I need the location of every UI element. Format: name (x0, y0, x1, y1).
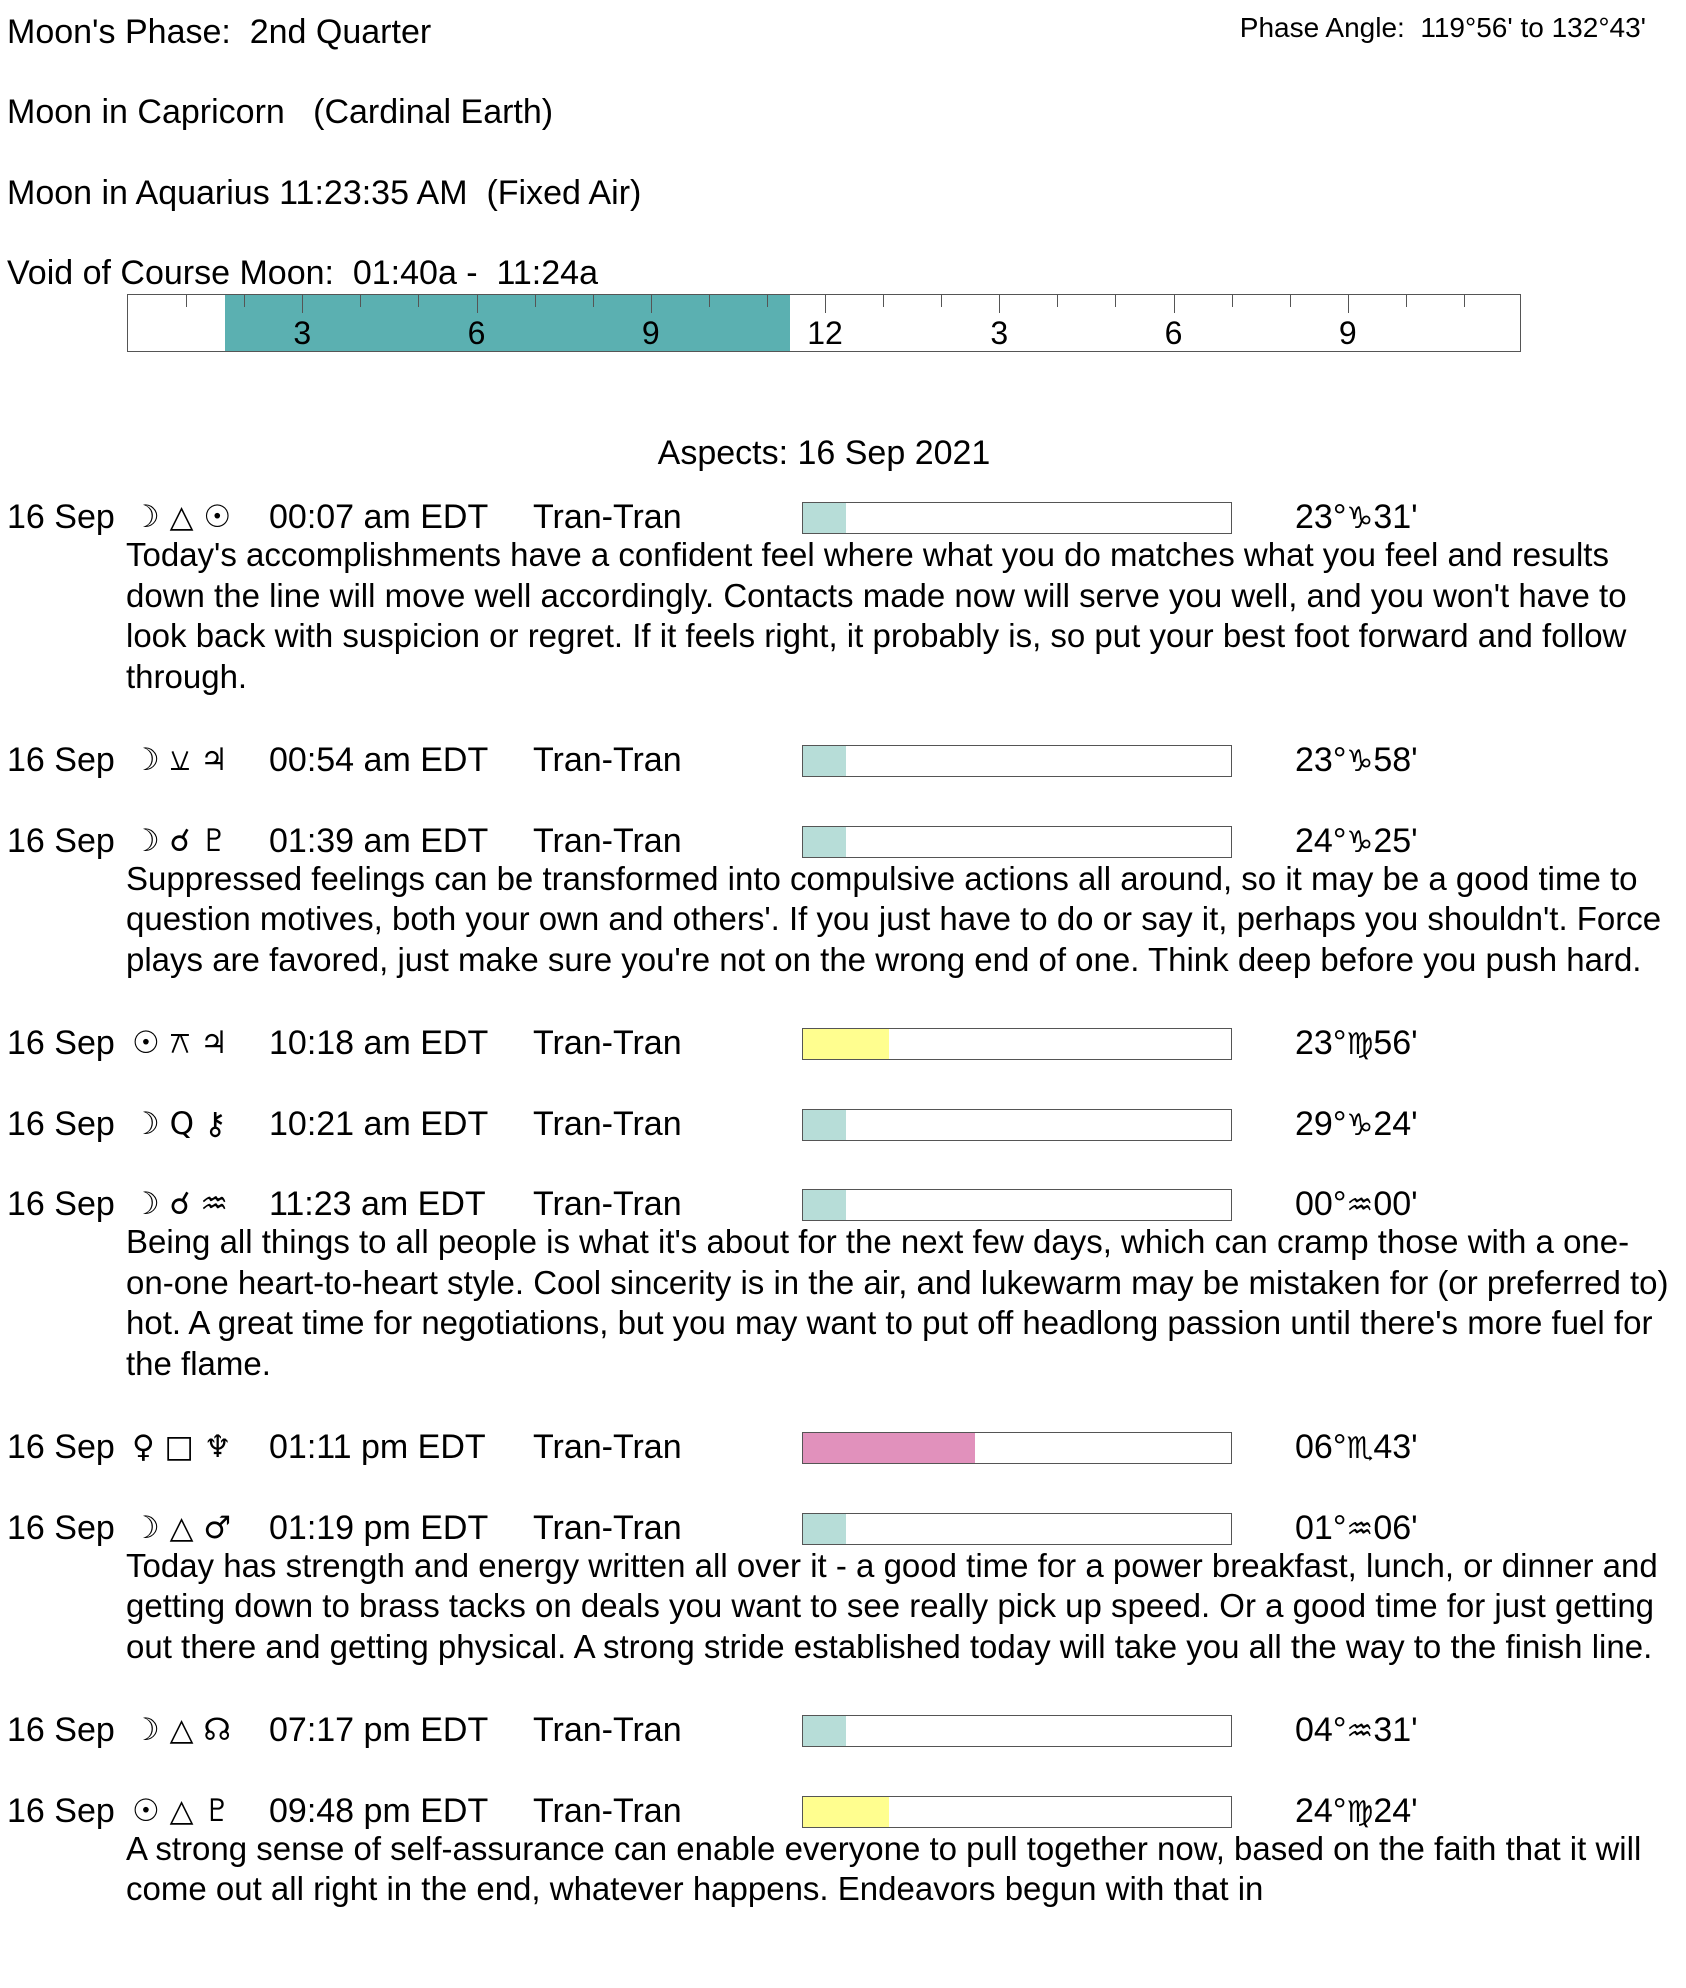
aspect-time: 11:23 am EDT (269, 1185, 486, 1223)
aspect-type: Tran-Tran (533, 1508, 682, 1547)
position-degrees: 24° (1295, 821, 1347, 860)
position-minutes: 06' (1373, 1508, 1418, 1547)
timeline-tick (1057, 295, 1058, 307)
aspect-position (1295, 1508, 1418, 1550)
zodiac-sign-icon: ♒ (1346, 1188, 1374, 1223)
timeline-tick (535, 295, 536, 307)
timeline-tick (186, 295, 187, 307)
aspect-date: 16 Sep (7, 741, 115, 779)
aspect-row (7, 1508, 1667, 1548)
aspect-row (7, 1104, 1667, 1144)
aspect-time: 00:54 am EDT (269, 741, 489, 779)
aspect-description: A strong sense of self-assurance can enable everyone to pull together now, based on the faith that it will come out all right in the end, whatever happens. Endeavors begun with that in (126, 1829, 1642, 1907)
timeline-tick (999, 295, 1000, 313)
moon-ingress: Moon in Aquarius 11:23:35 AM (Fixed Air) (7, 174, 642, 212)
zodiac-sign-icon: ♑ (1346, 1107, 1374, 1143)
aspect-row (7, 1710, 1667, 1750)
timeline-tick (418, 295, 419, 307)
aspect-type: Tran-Tran (533, 1185, 682, 1223)
aspect-strength-bar (802, 745, 1232, 777)
aspect-strength-bar (802, 1796, 1232, 1828)
aspect-position (1295, 1710, 1418, 1752)
timeline-tick (360, 295, 361, 307)
aspect-glyphs: ☽ △ ☉ (132, 499, 232, 535)
aspect-glyphs: ☽ △ ☊ (132, 1712, 231, 1748)
aspect-strength-bar (802, 1513, 1232, 1545)
timeline-tick (825, 295, 826, 313)
aspect-position (1295, 1427, 1418, 1469)
timeline-tick (1290, 295, 1291, 307)
aspect-time: 01:19 pm EDT (269, 1508, 489, 1547)
position-minutes: 31' (1373, 498, 1418, 536)
aspect-time: 07:17 pm EDT (269, 1711, 489, 1749)
zodiac-sign-icon: ♍ (1346, 1027, 1374, 1062)
position-minutes: 31' (1373, 1711, 1418, 1749)
position-degrees: 06° (1295, 1428, 1347, 1466)
zodiac-sign-icon: ♍ (1346, 1794, 1374, 1830)
aspect-position (1295, 1791, 1418, 1833)
aspect-type: Tran-Tran (533, 1791, 682, 1830)
aspects-heading: Aspects: 16 Sep 2021 (657, 434, 991, 472)
timeline-tick (651, 295, 652, 313)
aspect-glyphs: ☽ ⚺ ♃ (132, 742, 228, 778)
position-degrees: 29° (1295, 1104, 1347, 1143)
zodiac-sign-icon: ♑ (1346, 501, 1374, 536)
position-degrees: 00° (1295, 1185, 1347, 1223)
aspect-strength-bar (802, 1109, 1232, 1141)
position-minutes: 25' (1373, 821, 1418, 860)
position-degrees: 24° (1295, 1791, 1347, 1830)
timeline-tick (593, 295, 594, 307)
aspect-row (7, 740, 1667, 780)
timeline-hour-label: 6 (467, 315, 486, 351)
position-minutes: 43' (1373, 1428, 1418, 1466)
aspect-row (7, 1023, 1667, 1063)
timeline-tick (1464, 295, 1465, 307)
timeline-tick (477, 295, 478, 313)
aspect-glyphs: ♀ □ ♆ (132, 1429, 232, 1465)
timeline-tick (1232, 295, 1233, 307)
aspect-type: Tran-Tran (533, 1711, 682, 1749)
aspect-strength-fill (803, 1797, 889, 1827)
aspect-type: Tran-Tran (533, 498, 682, 536)
void-of-course-timeline (127, 294, 1521, 352)
void-of-course: Void of Course Moon: 01:40a - 11:24a (7, 254, 598, 292)
aspect-glyphs: ☽ ☌ ♇ (132, 822, 229, 859)
zodiac-sign-icon: ♏ (1346, 1431, 1374, 1466)
timeline-hour-label: 3 (293, 315, 312, 351)
zodiac-sign-icon: ♑ (1346, 744, 1374, 779)
timeline-tick (709, 295, 710, 307)
aspect-strength-bar (802, 1715, 1232, 1747)
timeline-tick (1348, 295, 1349, 313)
zodiac-sign-icon: ♑ (1346, 824, 1374, 860)
aspect-strength-fill (803, 1029, 889, 1059)
aspect-row (7, 1427, 1667, 1467)
timeline-tick (941, 295, 942, 307)
aspect-type: Tran-Tran (533, 741, 682, 779)
aspect-strength-bar (802, 1189, 1232, 1221)
position-degrees: 01° (1295, 1508, 1347, 1547)
position-degrees: 23° (1295, 1024, 1347, 1062)
timeline-hour-label: 9 (1338, 315, 1357, 351)
phase-angle: Phase Angle: 119°56' to 132°43' (1239, 12, 1646, 43)
aspect-type: Tran-Tran (533, 1024, 682, 1062)
aspect-row (7, 497, 1667, 537)
aspect-time: 10:18 am EDT (269, 1024, 489, 1062)
moon-phase: Moon's Phase: 2nd Quarter (7, 13, 432, 51)
zodiac-sign-icon: ♒ (1346, 1714, 1374, 1749)
aspect-strength-fill (803, 1514, 846, 1544)
aspect-date: 16 Sep (7, 821, 115, 860)
aspect-type: Tran-Tran (533, 821, 682, 860)
timeline-tick (244, 295, 245, 307)
position-degrees: 23° (1295, 741, 1347, 779)
aspect-date: 16 Sep (7, 1024, 115, 1062)
aspect-strength-fill (803, 1190, 846, 1220)
aspect-strength-fill (803, 1433, 975, 1463)
aspect-glyphs: ☉ △ ♇ (132, 1792, 232, 1829)
aspect-position (1295, 740, 1418, 782)
position-degrees: 04° (1295, 1711, 1347, 1749)
aspect-glyphs: ☽ Q ⚷ (132, 1105, 227, 1142)
position-degrees: 23° (1295, 498, 1347, 536)
aspect-type: Tran-Tran (533, 1428, 682, 1466)
aspect-time: 00:07 am EDT (269, 498, 489, 536)
aspect-strength-fill (803, 827, 846, 857)
aspect-time: 01:39 am EDT (269, 821, 489, 860)
aspect-type: Tran-Tran (533, 1104, 682, 1143)
zodiac-sign-icon: ♒ (1346, 1511, 1374, 1547)
aspect-row (7, 1791, 1667, 1831)
aspect-date: 16 Sep (7, 1185, 115, 1223)
timeline-hour-label: 6 (1164, 315, 1183, 351)
aspect-row (7, 1184, 1667, 1224)
timeline-tick (1115, 295, 1116, 307)
timeline-tick (767, 295, 768, 307)
aspect-strength-bar (802, 1028, 1232, 1060)
aspect-strength-fill (803, 503, 846, 533)
aspect-row (7, 821, 1667, 861)
aspect-position (1295, 497, 1418, 539)
aspect-strength-bar (802, 826, 1232, 858)
aspect-date: 16 Sep (7, 1104, 115, 1143)
position-minutes: 58' (1373, 741, 1418, 779)
aspect-strength-bar (802, 502, 1232, 534)
aspect-glyphs: ☽ △ ♂ (132, 1509, 232, 1546)
aspect-time: 10:21 am EDT (269, 1104, 489, 1143)
timeline-tick (1174, 295, 1175, 313)
aspect-position (1295, 1104, 1418, 1146)
aspect-description: Today has strength and energy written all over it - a good time for a power breakfast, lunch, or dinner and getting down to brass tacks on deals you want to see really pick up speed. Or a good time for just getting out there and getting physical. A strong stride established today will take you all the way to the finish line. (126, 1546, 1658, 1665)
timeline-hour-label: 9 (641, 315, 660, 351)
aspect-date: 16 Sep (7, 1428, 115, 1466)
aspect-date: 16 Sep (7, 1508, 115, 1547)
aspect-position (1295, 1184, 1418, 1226)
aspect-strength-fill (803, 746, 846, 776)
aspect-position (1295, 821, 1418, 863)
aspect-glyphs: ☉ ⚻ ♃ (132, 1025, 228, 1061)
aspect-strength-fill (803, 1716, 846, 1746)
aspect-date: 16 Sep (7, 498, 115, 536)
aspect-description: Suppressed feelings can be transformed into compulsive actions all around, so it may be a good time to question motives, both your own and others'. If you just have to do or say it, perhaps you shouldn't. Force plays are favored, just make sure you're not on the wrong end of one. Think deep before you push hard. (126, 859, 1662, 978)
moon-sign: Moon in Capricorn (Cardinal Earth) (7, 93, 554, 131)
aspect-description: Today's accomplishments have a confident feel where what you do matches what you feel and results down the line will move well accordingly. Contacts made now will serve you well, and you won't have to look back with suspicion or regret. If it feels right, it probably is, so put your best foot forward and follow through. (126, 536, 1627, 695)
position-minutes: 24' (1373, 1104, 1418, 1143)
aspect-glyphs: ☽ ☌ ♒ (132, 1186, 229, 1222)
aspect-strength-bar (802, 1432, 1232, 1464)
timeline-hour-label: 12 (807, 315, 843, 351)
position-minutes: 24' (1373, 1791, 1418, 1830)
timeline-tick (883, 295, 884, 307)
aspect-date: 16 Sep (7, 1791, 115, 1830)
aspect-date: 16 Sep (7, 1711, 115, 1749)
aspect-position (1295, 1023, 1418, 1065)
timeline-tick (1406, 295, 1407, 307)
aspect-description: Being all things to all people is what it's about for the next few days, which can cramp those with a one-on-one heart-to-heart style. Cool sincerity is in the air, and lukewarm may be mistaken for (or preferred to) hot. A great time for negotiations, but you may want to put off headlong passion until there's more fuel for the flame. (126, 1223, 1669, 1382)
position-minutes: 56' (1373, 1024, 1418, 1062)
aspect-strength-fill (803, 1110, 846, 1140)
timeline-hour-label: 3 (990, 315, 1009, 351)
timeline-tick (302, 295, 303, 313)
aspect-time: 09:48 pm EDT (269, 1791, 489, 1830)
aspect-time: 01:11 pm EDT (269, 1428, 486, 1466)
position-minutes: 00' (1373, 1185, 1418, 1223)
